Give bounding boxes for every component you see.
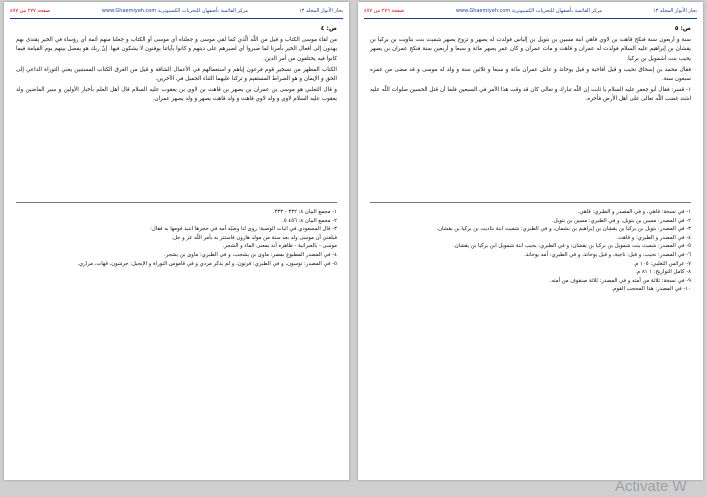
header-site-name[interactable]: www.Ghaemiyeh.com مركز القائمية بأصفهان للتحريات الكمبيوترية (101, 8, 249, 14)
activate-windows-watermark: Activate W (615, 478, 687, 495)
header-page-number: صفحة ٢٧٦ من ٤٧٧ (364, 8, 405, 14)
footnote: ٣- قال المسعودي في اثبات الوصية: روى لنا وصيّه أمه في حجرها انتبذ قومها به فقال: (150, 226, 337, 233)
footnote: ٧- عرائس الثعلبي: ١٠٥ م. (633, 260, 691, 267)
page-body (370, 24, 691, 107)
paragraph: الكتاب المظهر من تسخير قوم فرعون إياهم و استعمالهم في الأعمال الشاقة و قيل من الغرق الكتاب المستبين يعني التوراة الداعي إلى الحق و الإيمان و هو الصراط المستقيم و تركنا عليهما الثناء الجميل في الآخرين. (16, 66, 337, 83)
page-body (16, 24, 337, 107)
footnote: موسى - بالعبرانية - ظاهره أنه بمعنى الماء و الشجر. (222, 243, 337, 250)
footnote: فبلغني أن موسى ولد بعد سنة من مولد هارون فاستتر به بأمر اللّه عز و جل. (171, 234, 337, 241)
footnote: ٣- في المصدر: بتويل بن بركيا بن يقشان بن إبراهيم بن بشمان، و في الطبري: شميث ابنة بتاديت بن بركيا بن يقشان. (436, 226, 691, 233)
footnote: ٢- في المصدر: مسين بن بتويل، و في الطبري: مسين بن بتويل. (552, 217, 691, 224)
paragraph: سنة و أربعون سنة فنكح قاهث بن لاوي قاهي ابنة مسين بن بتويل بن إلياس فولدت له يصهر و تزوج يصهر شميث بنت بتاويت بن بركيا بن يقشان بن إبراهيم عليه السلام فولدت له عمران و قاهث و مات عمران و كان عمر يصهر مائة و سبعا و أربعين سنة فنكح عمران بن يصهر يحيب بنت أشمويل بن بركيا. (370, 37, 691, 62)
footnote: ٢- مجمع البيان ٨: ٤٥٦ ٥. (282, 217, 337, 224)
header-page-number: صفحة ٢٧٧ من ٤٧٧ (10, 8, 51, 14)
footnote-divider (370, 202, 691, 203)
header-book-title: بحار الأنوار المجلد ١٣ (298, 8, 343, 14)
paragraph: من لقاء موسى الكتاب و قيل من اللّه الّذي كما لقي موسى و جعلناه أي موسى أو الكتاب و جعلنا منهم أئمة أي رؤساء في الخير يقتدى بهم يهدون إلى أفعال الخير بأمرنا لما صبروا أي لصبرهم على دينهم و كانوا بآياتنا يوقنون لا يشكون فيها. إنّ ربك هو يفصل بينهم يوم القيامة فيما كانوا فيه يختلفون من أمر الدين. (16, 37, 337, 62)
footnote: ٥- في المصدر: توسون، و في الطبري: فرتون، و لم يذكر مردي و في قاموس التوراة و الإنجيل: جرشون، قهات، مراري. (77, 260, 337, 267)
footnote: ٤- في المصدر المطبوع بمصر: ماوى بن يشجب، و في الطبري: ماوى بن يشجر. (164, 251, 337, 258)
footnotes (370, 208, 691, 294)
footnote: ٦- في المصدر: نحيب، و قيل: ناجية، و قيل يوحانذ، و في الطبري: أمه يوحانذ. (524, 251, 691, 258)
page-header (10, 6, 343, 19)
section-title: ص: ٥ (674, 25, 691, 32)
paragraph: ١- قسر: فقال أبو جعفر عليه السلام يا ثابت إن اللّه تبارك و تعالى كان قد وقت هذا الأمر في السبعين فلما أن قتل الحسين صلوات اللّه عليه اشتد غضب اللّه تعالى على أهل الأرض فأخره. (370, 87, 691, 103)
right-document-page (358, 2, 703, 480)
paragraph: فقال محمد بن إسحاق نحيب و قيل أفاحية و قيل يوحانذ و عاش عمران مائة و سبعا و ثلاثين سنة و ولد له موسى و قد مضى من عمره سبعون سنة. (370, 66, 691, 83)
footnote-divider (16, 202, 337, 203)
page-header (364, 6, 697, 19)
footnote: ٤- في المصدر و الطبري: و قاهث. (616, 234, 691, 241)
footnote: ٨- كامل التواريخ: ١ ٨١ م. (635, 269, 691, 276)
footnote: ١٠- في المصدر: هذا المحجب القوم. (611, 286, 691, 293)
paragraph: و قال الثعلبي هو موسى بن عمران بن يصهر بن قاهث بن لاوي بن يعقوب عليه السلام قال أهل العلم بأخبار الأولين و سير الماضين ولد يعقوب عليه السلام لاوي و ولد لاوي قاهث و ولد قاهث يصهر و ولد يصهر عمران. (16, 87, 337, 103)
header-site-name[interactable]: www.Ghaemiyeh.com مركز القائمية بأصفهان للتحريات الكمبيوترية (455, 8, 603, 14)
section-title: ص: ٤ (320, 25, 337, 32)
footnote: ١- في نسخة: قاهي، و في المصدر و الطبري: قاهي. (577, 209, 691, 215)
left-document-page (4, 2, 349, 480)
footnotes (16, 208, 337, 268)
footnote: ١- مجمع البيان ٨: ٣٣٢ - ٣٣٣. (272, 209, 337, 215)
footnote: ٩- في نسخة: ثلاثة من أمته و في المصدر: ثلاثة صنفوف من أمته. (549, 277, 691, 284)
header-book-title: بحار الأنوار المجلد ١٣ (652, 8, 697, 14)
footnote: ٥- في المصدر: شميث بنت شمويل بن بركيا بن يقشان، و في الطبري: يحيب ابنة شمويل ابن بركيا بن يقشان. (453, 243, 691, 250)
